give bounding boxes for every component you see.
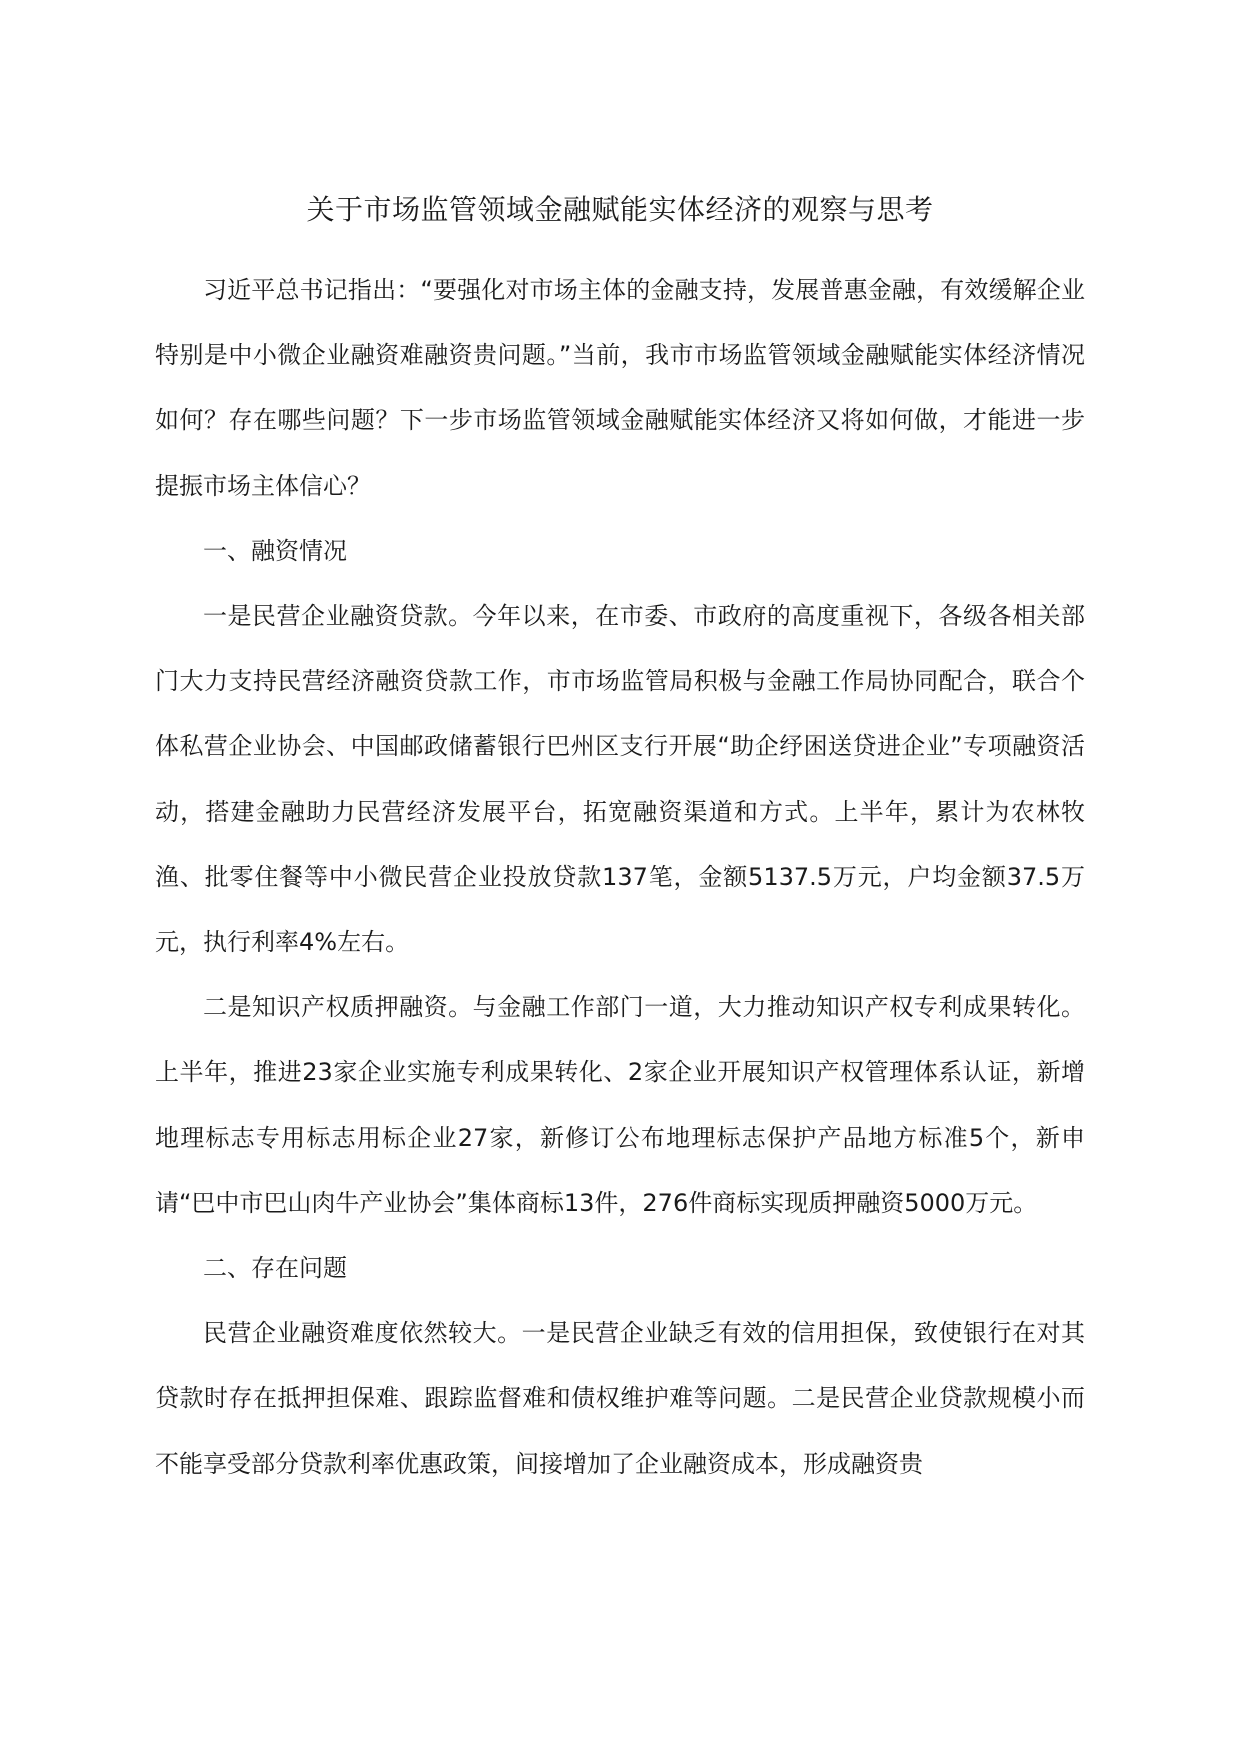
paragraph-intro: 习近平总书记指出：“要强化对市场主体的金融支持，发展普惠金融，有效缓解企业特别是中小微企业融资难融资贵问题。”当前，我市市场监管领域金融赋能实体经济情况如何？存在哪些问题？下一步市场监管领域金融赋能实体经济又将如何做，才能进一步提振市场主体信心？	[155, 276, 1085, 500]
paragraph-private-loans: 一是民营企业融资贷款。今年以来，在市委、市政府的高度重视下，各级各相关部门大力支持民营经济融资贷款工作，市市场监管局积极与金融工作局协同配合，联合个体私营企业协会、中国邮政储蓄银行巴州区支行开展“助企纾困送贷进企业”专项融资活动，搭建金融助力民营经济发展平台，拓宽融资渠道和方式。上半年，累计为农林牧渔、批零住餐等中小微民营企业投放贷款137笔，金额5137.5万元，户均金额37.5万元，执行利率4%左右。	[155, 602, 1085, 957]
paragraph-ip-pledge: 二是知识产权质押融资。与金融工作部门一道，大力推动知识产权专利成果转化。上半年，推进23家企业实施专利成果转化、2家企业开展知识产权管理体系认证，新增地理标志专用标志用标企业27家，新修订公布地理标志保护产品地方标准5个，新申请“巴中市巴山肉牛产业协会”集体商标13件，276件商标实现质押融资5000万元。	[155, 993, 1085, 1217]
document-title: 关于市场监管领域金融赋能实体经济的观察与思考	[306, 193, 934, 226]
section-heading-financing: 一、融资情况	[203, 536, 347, 565]
section-heading-problems: 二、存在问题	[203, 1254, 347, 1283]
paragraph-problems: 民营企业融资难度依然较大。一是民营企业缺乏有效的信用担保，致使银行在对其贷款时存在抵押担保难、跟踪监督难和债权维护难等问题。二是民营企业贷款规模小而不能享受部分贷款利率优惠政策，间接增加了企业融资成本，形成融资贵	[155, 1319, 1085, 1478]
document-body	[155, 258, 1085, 1497]
